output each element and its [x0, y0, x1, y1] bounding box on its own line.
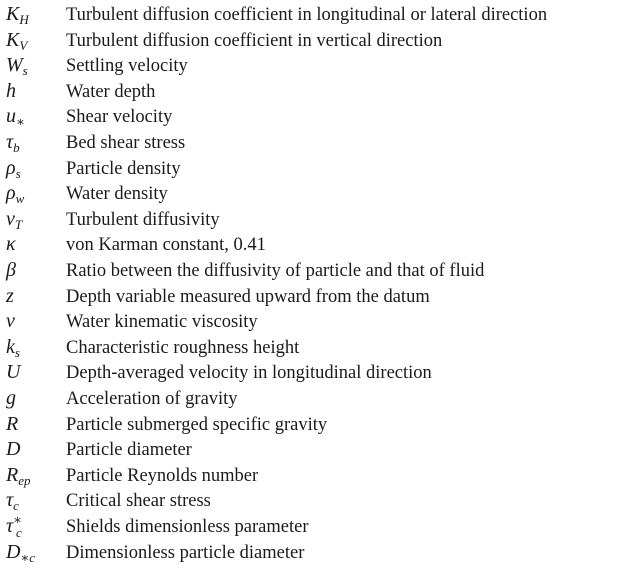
- symbol-subscript: H: [19, 12, 29, 27]
- symbol: [6, 207, 22, 231]
- nomenclature-row: [0, 335, 623, 361]
- symbol: [6, 104, 25, 128]
- symbol: [6, 360, 20, 384]
- symbol: [6, 488, 19, 512]
- symbol-description: Particle submerged specific gravity: [66, 414, 328, 435]
- nomenclature-row: [0, 79, 623, 105]
- symbol-base: ν: [6, 310, 15, 333]
- symbol: [6, 335, 20, 359]
- symbol-base: ρ: [6, 156, 16, 179]
- symbol-subscript: b: [13, 140, 20, 155]
- symbol-description: Turbulent diffusion coefficient in vertical direction: [66, 30, 443, 51]
- symbol-description: von Karman constant, 0.41: [66, 235, 266, 256]
- symbol-description: Depth variable measured upward from the datum: [66, 286, 430, 307]
- symbol-subscript: ∗c: [20, 549, 36, 565]
- symbol: [6, 284, 14, 308]
- symbol-description: Shields dimensionless parameter: [66, 517, 309, 537]
- nomenclature-row: [0, 412, 623, 438]
- symbol-subscript: T: [14, 216, 23, 232]
- symbol-description: Characteristic roughness height: [66, 337, 300, 358]
- nomenclature-row: [0, 540, 623, 566]
- symbol-description: Turbulent diffusivity: [66, 209, 220, 230]
- nomenclature-row: [0, 386, 623, 412]
- symbol: [6, 53, 28, 77]
- symbol: [6, 540, 35, 564]
- nomenclature-row: [0, 463, 623, 489]
- nomenclature-row: [0, 104, 623, 130]
- nomenclature-row: [0, 437, 623, 463]
- symbol-subscript: c: [16, 525, 22, 540]
- symbol: [6, 181, 24, 205]
- symbol: [6, 130, 20, 154]
- symbol-description: Acceleration of gravity: [66, 389, 238, 409]
- symbol-base: D: [6, 438, 21, 461]
- symbol-base: W: [6, 54, 23, 77]
- symbol-description: Particle diameter: [66, 440, 192, 461]
- symbol-description: Bed shear stress: [66, 133, 186, 153]
- symbol-base: β: [6, 259, 16, 281]
- nomenclature-row: [0, 156, 623, 182]
- nomenclature-row: [0, 2, 623, 28]
- nomenclature-row: [0, 360, 623, 386]
- symbol-base: u: [6, 105, 16, 128]
- symbol-description: Turbulent diffusion coefficient in longitudinal or lateral direction: [66, 5, 548, 25]
- symbol-subscript: s: [22, 63, 28, 79]
- symbol-description: Settling velocity: [66, 56, 188, 77]
- symbol-subscript: ep: [18, 472, 31, 488]
- nomenclature-row: [0, 53, 623, 79]
- symbol: [6, 463, 31, 487]
- nomenclature-row: [0, 514, 623, 540]
- symbol-superscript: ∗: [13, 512, 23, 527]
- symbol-description: Water depth: [66, 81, 156, 102]
- symbol-base: K: [6, 28, 20, 51]
- symbol-subscript: s: [14, 344, 20, 360]
- symbol-base: D: [6, 540, 21, 563]
- symbol-description: Particle Reynolds number: [66, 465, 259, 486]
- symbol-subscript: w: [15, 191, 25, 207]
- symbol-description: Critical shear stress: [66, 491, 211, 512]
- symbol: [6, 156, 21, 180]
- nomenclature-row: [0, 232, 623, 258]
- nomenclature-row: [0, 207, 623, 233]
- symbol-base: τ: [6, 489, 14, 512]
- symbol-description: Shear velocity: [66, 107, 173, 128]
- symbol: [6, 28, 27, 52]
- symbol-description: Dimensionless particle diameter: [66, 542, 305, 563]
- symbol-base: g: [6, 387, 16, 409]
- symbol-description: Ratio between the diffusivity of particle and that of fluid: [66, 261, 485, 281]
- symbol-base: R: [6, 412, 19, 435]
- symbol-base: K: [6, 3, 20, 25]
- symbol-base: ρ: [6, 182, 16, 205]
- symbol-base: R: [6, 463, 19, 486]
- symbol-base: τ: [6, 131, 14, 153]
- symbol-description: Water kinematic viscosity: [66, 312, 258, 333]
- nomenclature-row: [0, 258, 623, 284]
- symbol: [6, 514, 22, 538]
- symbol-subscript: V: [19, 37, 28, 53]
- symbol-subscript: ∗: [16, 114, 25, 130]
- symbol-base: ν: [6, 207, 15, 230]
- nomenclature-row: [0, 28, 623, 54]
- nomenclature-row: [0, 130, 623, 156]
- symbol-subscript: c: [13, 498, 19, 514]
- symbol-base: h: [6, 79, 16, 102]
- symbol: [6, 412, 18, 436]
- symbol-subscript: s: [15, 165, 21, 181]
- symbol: [6, 232, 16, 256]
- symbol: [6, 79, 16, 103]
- nomenclature-row: [0, 284, 623, 310]
- nomenclature-row: [0, 309, 623, 335]
- symbol: [6, 258, 16, 282]
- symbol: [6, 386, 16, 410]
- nomenclature-row: [0, 181, 623, 207]
- symbol-base: z: [6, 284, 14, 307]
- symbol-base: τ: [6, 515, 14, 537]
- symbol-description: Water density: [66, 184, 168, 205]
- symbol-base: κ: [6, 233, 16, 256]
- symbol: [6, 437, 20, 461]
- symbol: [6, 309, 15, 333]
- symbol-description: Particle density: [66, 158, 181, 179]
- nomenclature-row: [0, 488, 623, 514]
- symbol-base: U: [6, 361, 21, 384]
- symbol-description: Depth-averaged velocity in longitudinal direction: [66, 363, 432, 384]
- symbol-base: k: [6, 335, 15, 358]
- symbol: [6, 2, 29, 26]
